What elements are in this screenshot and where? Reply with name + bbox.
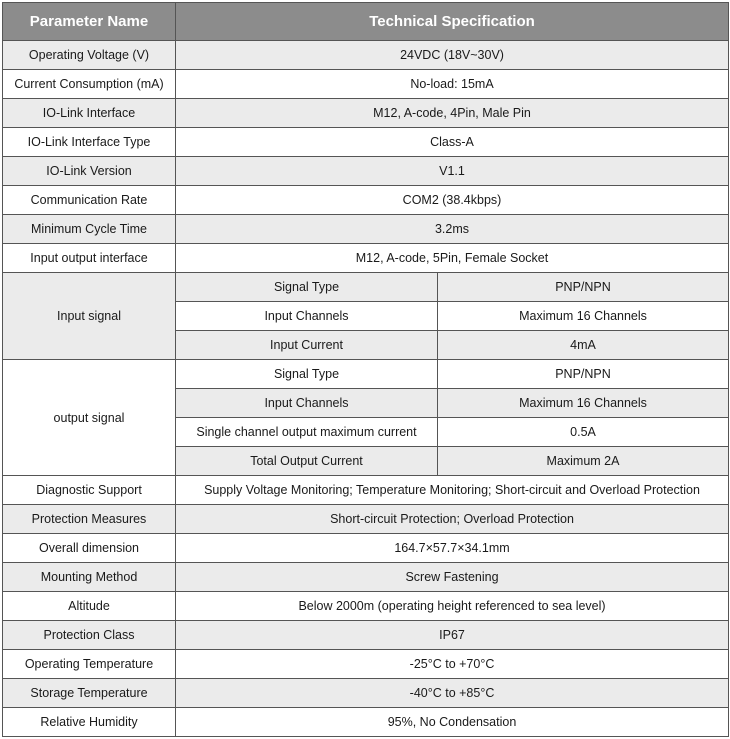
- param-value: IP67: [176, 621, 729, 650]
- param-value: Below 2000m (operating height referenced to sea level): [176, 592, 729, 621]
- table-row: [3, 621, 729, 650]
- sub-param-value: PNP/NPN: [438, 273, 729, 302]
- input-signal-label: Input signal: [3, 273, 176, 360]
- sub-param-name: Signal Type: [176, 360, 438, 389]
- param-name: Altitude: [3, 592, 176, 621]
- param-value: Screw Fastening: [176, 563, 729, 592]
- sub-param-value: PNP/NPN: [438, 360, 729, 389]
- param-name: Relative Humidity: [3, 708, 176, 737]
- param-name: Input output interface: [3, 244, 176, 273]
- param-name: Protection Measures: [3, 505, 176, 534]
- specification-table: [2, 2, 729, 737]
- output-signal-label: output signal: [3, 360, 176, 476]
- param-value: Class-A: [176, 128, 729, 157]
- table-row: [3, 273, 729, 302]
- table-row: [3, 563, 729, 592]
- table-row: [3, 186, 729, 215]
- param-value: Short-circuit Protection; Overload Protection: [176, 505, 729, 534]
- param-name: IO-Link Interface Type: [3, 128, 176, 157]
- param-value: 95%, No Condensation: [176, 708, 729, 737]
- sub-param-name: Input Channels: [176, 389, 438, 418]
- param-name: Mounting Method: [3, 563, 176, 592]
- table-row: [3, 99, 729, 128]
- param-name: Operating Voltage (V): [3, 41, 176, 70]
- table-row: [3, 650, 729, 679]
- param-name: Overall dimension: [3, 534, 176, 563]
- param-value: 164.7×57.7×34.1mm: [176, 534, 729, 563]
- sub-param-name: Input Current: [176, 331, 438, 360]
- param-value: M12, A-code, 4Pin, Male Pin: [176, 99, 729, 128]
- param-name: IO-Link Version: [3, 157, 176, 186]
- table-row: [3, 476, 729, 505]
- table-row: [3, 592, 729, 621]
- table-row: [3, 679, 729, 708]
- table-header-row: [3, 3, 729, 41]
- param-value: M12, A-code, 5Pin, Female Socket: [176, 244, 729, 273]
- param-value: COM2 (38.4kbps): [176, 186, 729, 215]
- sub-param-value: Maximum 2A: [438, 447, 729, 476]
- param-name: Minimum Cycle Time: [3, 215, 176, 244]
- table-row: [3, 360, 729, 389]
- table-row: [3, 708, 729, 737]
- sub-param-name: Signal Type: [176, 273, 438, 302]
- param-value: 24VDC (18V~30V): [176, 41, 729, 70]
- sub-param-name: Input Channels: [176, 302, 438, 331]
- param-name: IO-Link Interface: [3, 99, 176, 128]
- table-row: [3, 215, 729, 244]
- param-value: -40°C to +85°C: [176, 679, 729, 708]
- param-value: No-load: 15mA: [176, 70, 729, 99]
- table-row: [3, 157, 729, 186]
- table-row: [3, 505, 729, 534]
- sub-param-value: Maximum 16 Channels: [438, 389, 729, 418]
- param-name: Communication Rate: [3, 186, 176, 215]
- table-row: [3, 128, 729, 157]
- sub-param-name: Total Output Current: [176, 447, 438, 476]
- table-row: [3, 41, 729, 70]
- sub-param-name: Single channel output maximum current: [176, 418, 438, 447]
- sub-param-value: Maximum 16 Channels: [438, 302, 729, 331]
- param-name: Operating Temperature: [3, 650, 176, 679]
- param-name: Current Consumption (mA): [3, 70, 176, 99]
- param-value: V1.1: [176, 157, 729, 186]
- param-value: Supply Voltage Monitoring; Temperature Monitoring; Short-circuit and Overload Protection: [176, 476, 729, 505]
- table-row: [3, 70, 729, 99]
- param-value: -25°C to +70°C: [176, 650, 729, 679]
- header-parameter-name: Parameter Name: [3, 3, 176, 41]
- param-name: Storage Temperature: [3, 679, 176, 708]
- param-value: 3.2ms: [176, 215, 729, 244]
- header-technical-specification: Technical Specification: [176, 3, 729, 41]
- param-name: Protection Class: [3, 621, 176, 650]
- sub-param-value: 0.5A: [438, 418, 729, 447]
- table-row: [3, 534, 729, 563]
- table-row: [3, 244, 729, 273]
- param-name: Diagnostic Support: [3, 476, 176, 505]
- sub-param-value: 4mA: [438, 331, 729, 360]
